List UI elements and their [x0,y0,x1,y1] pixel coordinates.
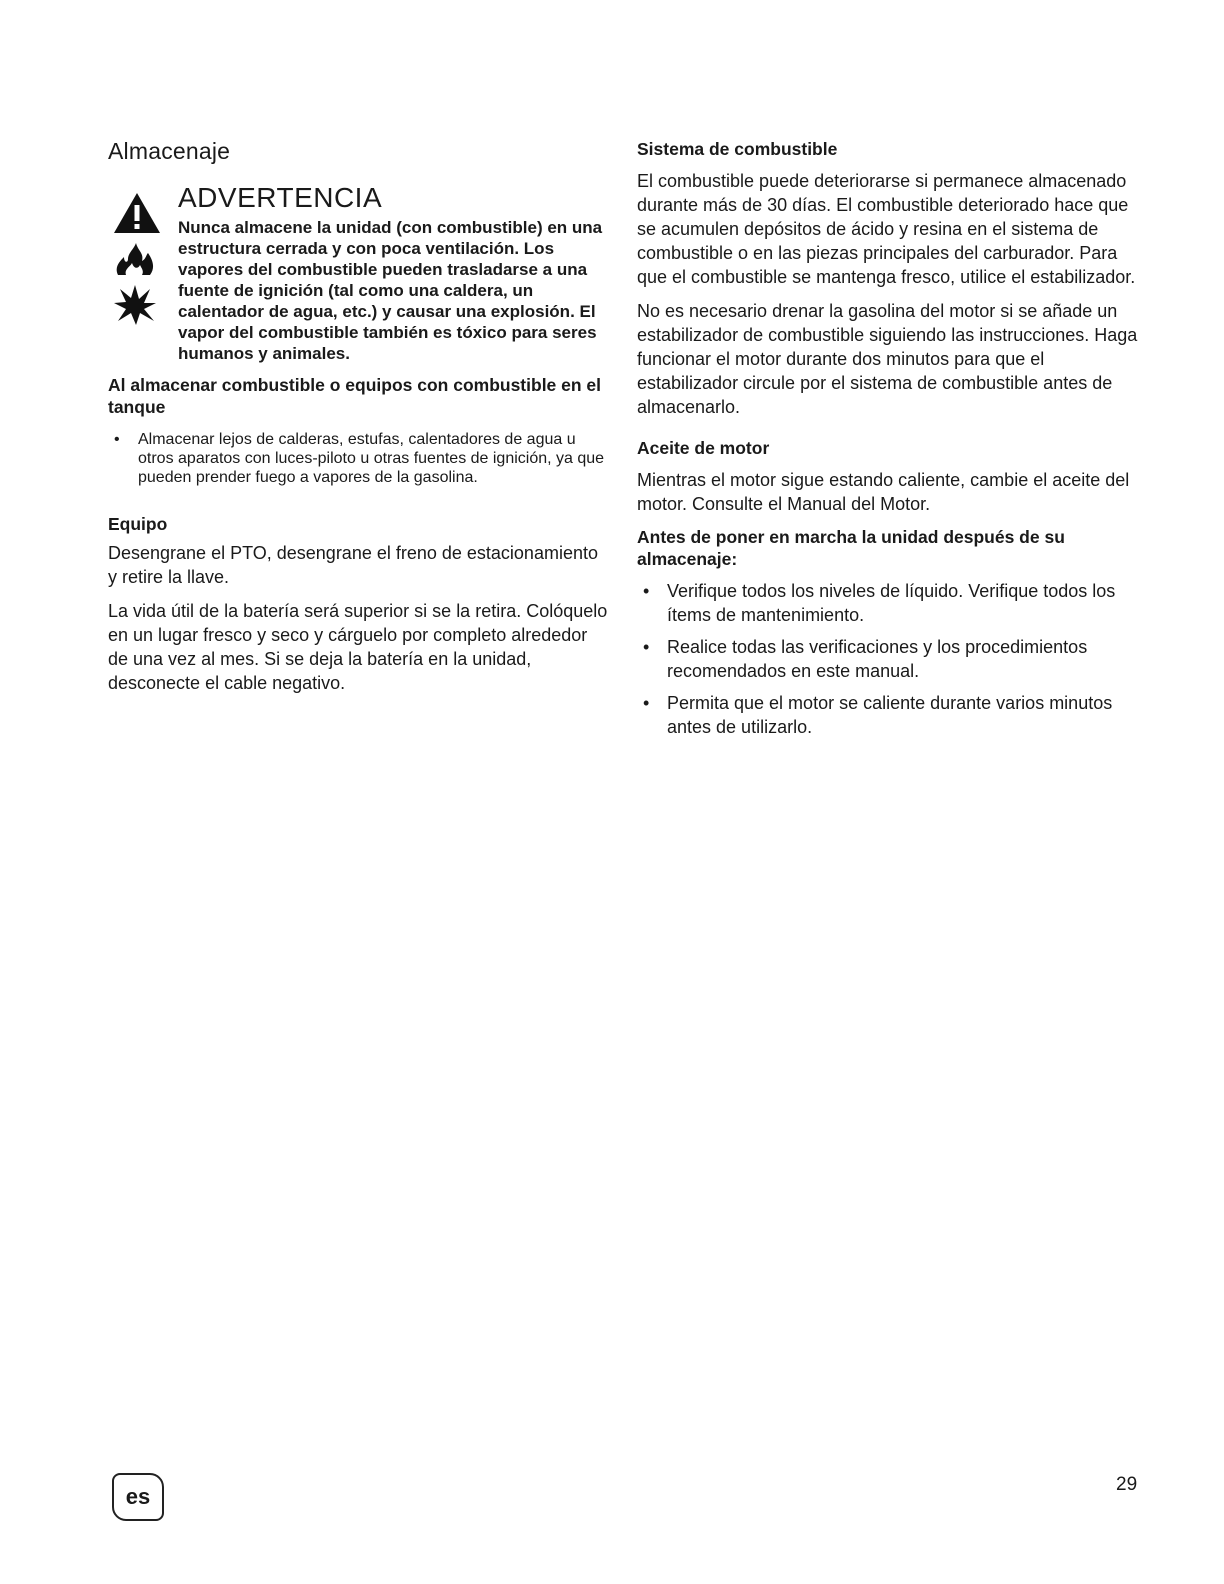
page-number: 29 [1116,1474,1138,1495]
bullet-icon: • [114,431,120,448]
equipo-paragraph-1: Desengrane el PTO, desengrane el freno de estacionamiento y retire la llave. [108,543,598,587]
oil-heading: Aceite de motor [637,438,770,458]
fire-icon [112,241,158,277]
language-badge: es [112,1473,164,1521]
fuel-paragraph-2: No es necesario drenar la gasolina del motor si se añade un estabilizador de combustible siguiendo las instrucciones. Haga funcionar el motor durante dos minutos para que el estabilizador circule por el sistema de combustible antes de almacenarlo. [637,301,1138,417]
list-item [637,579,1147,627]
left-column [108,138,608,695]
warning-box [108,181,608,364]
fuel-paragraph-1: El combustible puede deteriorarse si permanece almacenado durante más de 30 días. El combustible deteriorado hace que se acumulen depósitos de ácido y resina en el sistema de combustible o en las piezas principales del carburador. Para que el combustible se mantenga fresco, utilice el estabilizador. [637,171,1136,287]
explosion-icon [112,283,158,327]
list-item-text: Almacenar lejos de calderas, estufas, calentadores de agua u otros aparatos con luces-piloto u otras fuentes de ignición, ya que pueden prender fuego a vapores de la gasolina. [138,431,605,486]
bullet-icon: • [643,693,650,713]
list-item-text: Realice todas las verificaciones y los procedimientos recomendados en este manual. [667,637,1088,681]
warning-title: ADVERTENCIA [178,182,383,213]
fuel-heading: Sistema de combustible [637,139,838,159]
section-title: Almacenaje [108,138,231,164]
list-item [637,691,1147,739]
restart-heading: Antes de poner en marcha la unidad después de su almacenaje: [637,527,1065,569]
list-item-text: Permita que el motor se caliente durante varios minutos antes de utilizarlo. [667,693,1113,737]
list-item-text: Verifique todos los niveles de líquido. Verifique todos los ítems de mantenimiento. [667,581,1116,625]
bullet-icon: • [643,581,650,601]
storage-bullet-list [108,430,608,487]
warning-icons [112,191,168,333]
list-item [108,430,608,487]
warning-text: Nunca almacene la unidad (con combustible) en una estructura cerrada y con poca ventilación. Los vapores del combustible pueden trasladarse a una fuente de ignición (tal como una caldera, un calentador de agua, etc.) y causar una explosión. El vapor del combustible también es tóxico para seres humanos y animales. [178,218,603,363]
list-item [637,635,1147,683]
storage-heading: Al almacenar combustible o equipos con combustible en el tanque [108,375,602,417]
restart-bullet-list [637,579,1147,739]
equipo-heading: Equipo [108,514,168,534]
right-column [637,138,1147,739]
warning-triangle-icon [112,191,162,235]
bullet-icon: • [643,637,650,657]
oil-paragraph: Mientras el motor sigue estando caliente, cambie el aceite del motor. Consulte el Manual del Motor. [637,470,1130,514]
equipo-paragraph-2: La vida útil de la batería será superior si se la retira. Colóquelo en un lugar fresco y seco y cárguelo por completo alrededor de una vez al mes. Si se deja la batería en la unidad, desconecte el cable negativo. [108,601,608,693]
